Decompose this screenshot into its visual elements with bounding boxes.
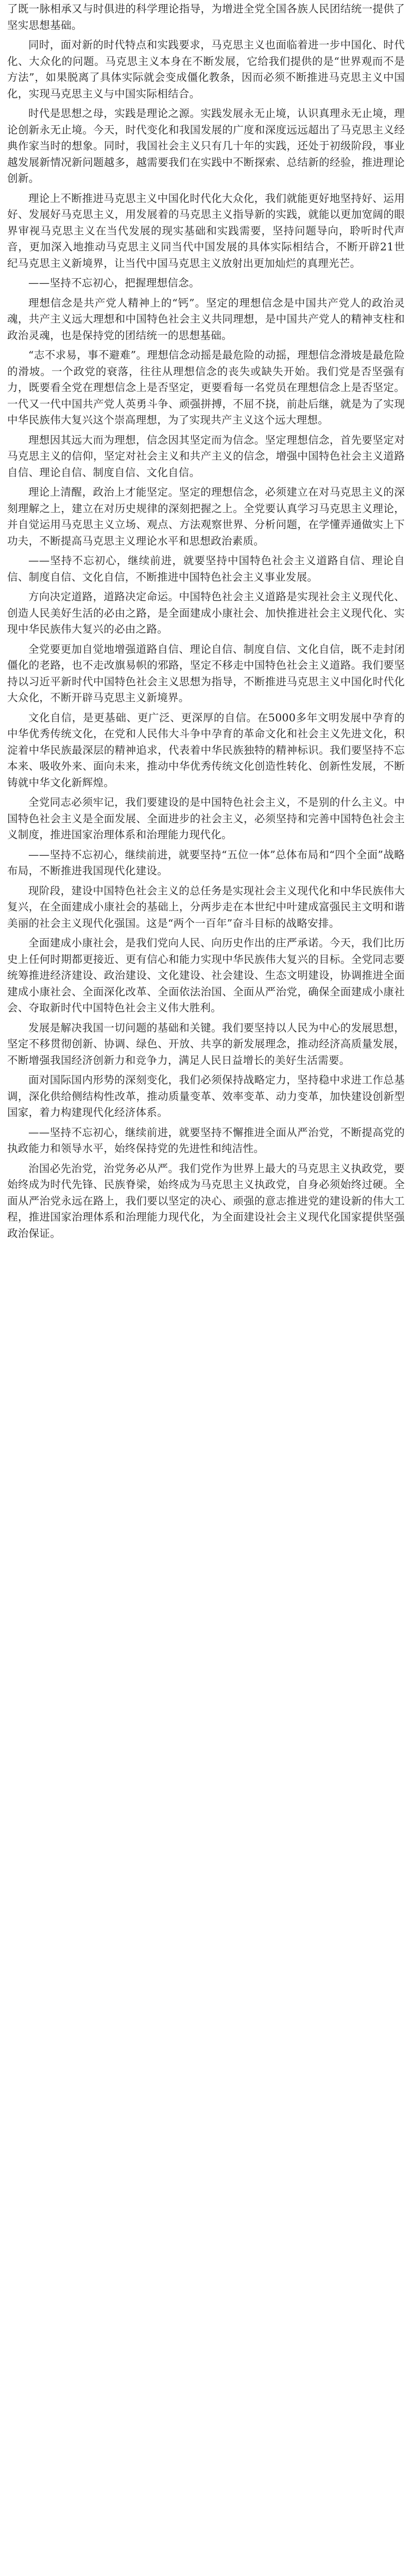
article-paragraph: 同时，面对新的时代特点和实践要求，马克思主义也面临着进一步中国化、时代化、大众化的问题。马克思主义本身在不断发展，它给我们提供的是“世界观而不是方法”，如果脱离了具体实际就会变成僵化教条，因而必须不断推进马克思主义中国化，实现马克思主义与中国实际相结合。 [7, 39, 405, 100]
article-paragraph: 理论上不断推进马克思主义中国化时代化大众化，我们就能更好地坚持好、运用好、发展好马克思主义，用发展着的马克思主义指导新的实践，就能以更加宽阔的眼界审视马克思主义在当代发展的现实基础和实践需要，坚持问题导向，聆听时代声音，更加深入地推动马克思主义同当代中国发展的具体实际相结合，不断开辟21世纪马克思主义新境界，让当代中国马克思主义放射出更加灿烂的真理光芒。 [7, 192, 405, 269]
article-paragraph: “志不求易，事不避难”。理想信念动摇是最危险的动摇，理想信念滑坡是最危险的滑坡。一个政党的衰落，往往从理想信念的丧失或缺失开始。我们党是否坚强有力，既要看全党在理想信念上是否坚定，更要看每一名党员在理想信念上是否坚定。一代又一代中国共产党人英勇斗争、顽强拼搏，不屈不挠，前赴后继，就是为了实现中华民族伟大复兴这个崇高理想，为了实现共产主义这个远大理想。 [7, 349, 405, 426]
article-paragraph: 时代是思想之母，实践是理论之源。实践发展永无止境，认识真理永无止境，理论创新永无止境。今天，时代变化和我国发展的广度和深度远远超出了马克思主义经典作家当时的想象。同时，我国社会主义只有几十年的实践，还处于初级阶段，事业越发展新情况新问题越多，越需要我们在实践中不断探索、总结新的经验，推进理论创新。 [7, 107, 405, 184]
article-paragraph: 全党要更加自觉地增强道路自信、理论自信、制度自信、文化自信，既不走封闭僵化的老路，也不走改旗易帜的邪路，坚定不移走中国特色社会主义道路。我们要坚持以习近平新时代中国特色社会主义思想为指导，不断推进马克思主义中国化时代化大众化，不断开辟马克思主义新境界。 [7, 642, 405, 704]
section-heading: ——坚持不忘初心，继续前进，就要坚持不懈推进全面从严治党，不断提高党的执政能力和领导水平，始终保持党的先进性和纯洁性。 [7, 1126, 405, 1155]
section-heading: ——坚持不忘初心，把握理想信念。 [28, 277, 200, 289]
article-body [0, 0, 412, 1258]
article-paragraph: 理想因其远大而为理想，信念因其坚定而为信念。坚定理想信念，首先要坚定对马克思主义的信仰，坚定对社会主义和共产主义的信念，增强中国特色社会主义道路自信、理论自信、制度自信、文化自信。 [7, 433, 405, 479]
section-heading: ——坚持不忘初心，继续前进，就要坚持中国特色社会主义道路自信、理论自信、制度自信、文化自信，不断推进中国特色社会主义事业发展。 [7, 554, 405, 583]
article-paragraph: 现阶段，建设中国特色社会主义的总任务是实现社会主义现代化和中华民族伟大复兴，在全面建成小康社会的基础上，分两步走在本世纪中叶建成富强民主文明和谐美丽的社会主义现代化强国。这是“两个一百年”奋斗目标的战略安排。 [7, 884, 405, 929]
article-paragraph: 了既一脉相承又与时俱进的科学理论指导，为增进全党全国各族人民团结统一提供了坚实思想基础。 [7, 3, 405, 31]
article-paragraph: 理想信念是共产党人精神上的“钙”。坚定的理想信念是中国共产党人的政治灵魂，共产主义远大理想和中国特色社会主义共同理想，是中国共产党人的精神支柱和政治灵魂，也是保持党的团结统一的思想基础。 [7, 296, 405, 342]
article-paragraph: 发展是解决我国一切问题的基础和关键。我们要坚持以人民为中心的发展思想，坚定不移贯彻创新、协调、绿色、开放、共享的新发展理念，推动经济高质量发展，不断增强我国经济创新力和竞争力，满足人民日益增长的美好生活需要。 [7, 1021, 405, 1066]
article-paragraph: 方向决定道路，道路决定命运。中国特色社会主义道路是实现社会主义现代化、创造人民美好生活的必由之路，是全面建成小康社会、加快推进社会主义现代化、实现中华民族伟大复兴的必由之路。 [7, 590, 405, 635]
article-paragraph: 文化自信，是更基础、更广泛、更深厚的自信。在5000多年文明发展中孕育的中华优秀传统文化，在党和人民伟大斗争中孕育的革命文化和社会主义先进文化，积淀着中华民族最深层的精神追求，代表着中华民族独特的精神标识。我们要坚持不忘本来、吸收外来、面向未来，推动中华优秀传统文化创造性转化、创新性发展，不断铸就中华文化新辉煌。 [7, 711, 405, 789]
article-paragraph: 全面建成小康社会，是我们党向人民、向历史作出的庄严承诺。今天，我们比历史上任何时期都更接近、更有信心和能力实现中华民族伟大复兴的目标。全党同志要统筹推进经济建设、政治建设、文化建设、社会建设、生态文明建设，协调推进全面建成小康社会、全面深化改革、全面依法治国、全面从严治党，确保全面建成小康社会、夺取新时代中国特色社会主义伟大胜利。 [7, 937, 405, 1014]
section-heading: ——坚持不忘初心，继续前进，就要坚持“五位一体”总体布局和“四个全面”战略布局，不断推进我国现代化建设。 [7, 848, 405, 877]
article-paragraph: 面对国际国内形势的深刻变化，我们必须保持战略定力，坚持稳中求进工作总基调，深化供给侧结构性改革，推动质量变革、效率变革、动力变革，加快建设创新型国家，着力构建现代化经济体系。 [7, 1074, 405, 1118]
article-paragraph: 全党同志必须牢记，我们要建设的是中国特色社会主义，不是别的什么主义。中国特色社会主义是全面发展、全面进步的社会主义，必须坚持和完善中国特色社会主义制度，推进国家治理体系和治理能力现代化。 [7, 796, 405, 841]
article-paragraph: 理论上清醒，政治上才能坚定。坚定的理想信念，必须建立在对马克思主义的深刻理解之上，建立在对历史规律的深刻把握之上。全党要认真学习马克思主义理论，并自觉运用马克思主义立场、观点、方法观察世界、分析问题，在学懂弄通做实上下功夫，不断提高马克思主义理论水平和思想政治素质。 [7, 486, 405, 547]
article-paragraph: 治国必先治党，治党务必从严。我们党作为世界上最大的马克思主义执政党，要始终成为时代先锋、民族脊梁，始终成为马克思主义执政党，自身必须始终过硬。全面从严治党永远在路上，我们要以坚定的决心、顽强的意志推进党的建设新的伟大工程，推进国家治理体系和治理能力现代化，为全面建设社会主义现代化国家提供坚强政治保证。 [7, 1162, 405, 1240]
